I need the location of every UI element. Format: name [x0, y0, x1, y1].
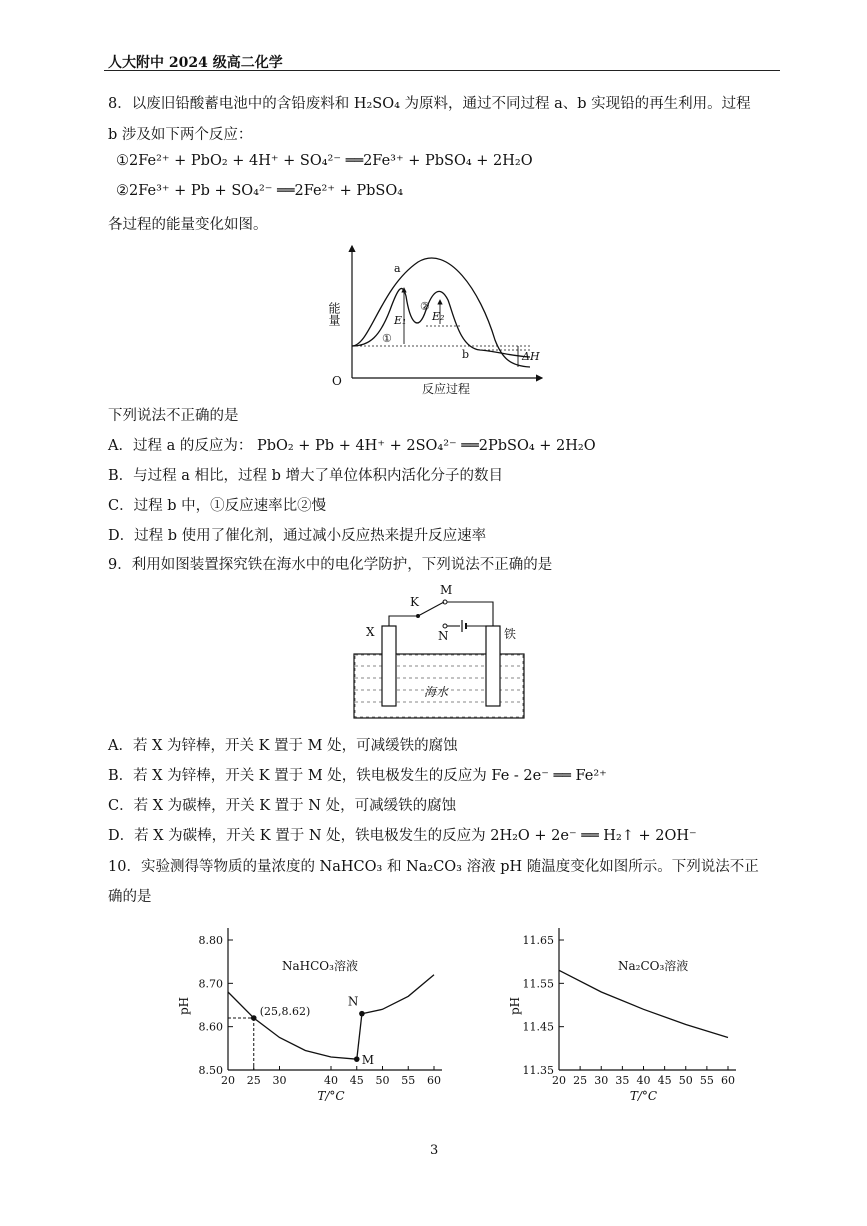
series-line-cooling — [228, 992, 357, 1059]
iron-label: 铁 — [504, 627, 517, 641]
x-tick-label: 55 — [401, 1074, 416, 1087]
contact-m-label: M — [440, 583, 453, 597]
electrode-x-label: X — [366, 625, 375, 639]
x-axis-label: T/°C — [317, 1089, 345, 1103]
q8-option-c[interactable]: C．过程 b 中，①反应速率比②慢 — [108, 498, 327, 514]
q9-option-c[interactable]: C．若 X 为碳棒，开关 K 置于 N 处，可减缓铁的腐蚀 — [108, 798, 457, 814]
y-axis-label: pH — [177, 996, 191, 1015]
x-tick-label: 50 — [678, 1074, 693, 1087]
q10-stem-line2: 确的是 — [108, 889, 152, 905]
x-tick-label: 45 — [349, 1074, 364, 1087]
curve-b-label: b — [462, 348, 470, 361]
nahco3-ph-chart — [177, 918, 456, 1118]
y-tick-label: 8.70 — [198, 977, 223, 991]
annotation-point — [359, 1011, 365, 1017]
annotation-label: M — [361, 1053, 375, 1068]
origin-label: O — [332, 374, 342, 388]
contact-n-label: N — [438, 629, 449, 643]
q8-option-a[interactable]: A．过程 a 的反应为： PbO₂ + Pb + 4H⁺ + 2SO₄²⁻ ══2PbSO₄ + 2H₂O — [108, 438, 596, 454]
x-tick-label: 50 — [375, 1074, 390, 1087]
e1-label: E₁ — [394, 314, 407, 327]
header-rule — [104, 70, 780, 71]
x-tick-label: 40 — [324, 1074, 338, 1087]
reaction-progress-label: 反应过程 — [422, 382, 471, 396]
q8-reaction-2: ②2Fe³⁺ + Pb + SO₄²⁻ ══2Fe²⁺ + PbSO₄ — [116, 183, 404, 199]
q9-option-b[interactable]: B．若 X 为锌棒，开关 K 置于 M 处，铁电极发生的反应为 Fe - 2e⁻ ══ Fe²⁺ — [108, 768, 607, 784]
x-tick-label: 25 — [246, 1074, 261, 1087]
x-tick-label: 25 — [573, 1074, 588, 1087]
y-tick-label: 8.50 — [198, 1064, 223, 1077]
q8-question: 下列说法不正确的是 — [108, 408, 239, 424]
q9-option-a[interactable]: A．若 X 为锌棒，开关 K 置于 M 处，可减缓铁的腐蚀 — [108, 738, 458, 754]
step1-mark: ① — [382, 332, 392, 345]
x-tick-label: 20 — [552, 1074, 566, 1087]
energy-axis-label: 能量 — [327, 302, 341, 326]
y-tick-label: 8.60 — [198, 1020, 223, 1034]
q10-stem-line1: 10．实验测得等物质的量浓度的 NaHCO₃ 和 Na₂CO₃ 溶液 pH 随温度变化如图所示。下列说法不正 — [108, 859, 759, 875]
switch-k[interactable] — [418, 602, 444, 616]
switch-k-label: K — [410, 595, 419, 609]
q9-option-d[interactable]: D．若 X 为碳棒，开关 K 置于 N 处，铁电极发生的反应为 2H₂O + 2e⁻ ══ H₂↑ + 2OH⁻ — [108, 828, 697, 844]
x-tick-label: 30 — [594, 1074, 609, 1087]
q8-stem-line3: 各过程的能量变化如图。 — [108, 217, 268, 233]
y-tick-label: 11.55 — [522, 977, 554, 991]
y-tick-label: 11.65 — [522, 934, 554, 947]
y-tick-label: 8.80 — [198, 934, 223, 947]
y-tick-label: 11.35 — [522, 1064, 554, 1077]
q8-option-d[interactable]: D．过程 b 使用了催化剂，通过减小反应热来提升反应速率 — [108, 528, 487, 544]
x-tick-label: 60 — [721, 1074, 735, 1087]
page-number: 3 — [430, 1143, 439, 1158]
x-tick-label: 20 — [221, 1074, 235, 1087]
annotation-label: N — [347, 994, 359, 1009]
y-tick-label: 11.45 — [522, 1020, 554, 1034]
chart-title: Na₂CO₃溶液 — [618, 959, 689, 973]
curve-a-label: a — [394, 262, 401, 275]
q8-option-b[interactable]: B．与过程 a 相比，过程 b 增大了单位体积内活化分子的数目 — [108, 468, 504, 484]
y-axis-label: pH — [508, 996, 522, 1015]
electrode-iron — [486, 626, 500, 706]
annotation-label: (25,8.62) — [259, 1005, 311, 1018]
dh-label: ΔH — [522, 350, 540, 363]
na2co3-ph-chart — [506, 918, 746, 1118]
exam-header: 人大附中 2024 级高二化学 — [108, 55, 283, 71]
x-axis-label: T/°C — [629, 1089, 658, 1103]
seawater-label: 海水 — [424, 685, 449, 699]
series-line-Na2CO3 — [559, 970, 728, 1037]
e2-label: E₂ — [432, 310, 445, 323]
q9-stem: 9．利用如图装置探究铁在海水中的电化学防护，下列说法不正确的是 — [108, 557, 553, 573]
chart-title: NaHCO₃溶液 — [282, 959, 358, 973]
series-line-heating — [362, 975, 434, 1014]
energy-diagram — [327, 240, 560, 396]
q8-stem-line1: 8．以废旧铅酸蓄电池中的含铅废料和 H₂SO₄ 为原料，通过不同过程 a、b 实现铅的再生利用。过程 — [108, 96, 751, 112]
annotation-point — [354, 1056, 360, 1062]
x-tick-label: 35 — [615, 1074, 630, 1087]
electrode-x — [382, 626, 396, 706]
q8-reaction-1: ①2Fe²⁺ + PbO₂ + 4H⁺ + SO₄²⁻ ══2Fe³⁺ + PbSO₄ + 2H₂O — [116, 153, 533, 169]
x-tick-label: 30 — [272, 1074, 287, 1087]
x-tick-label: 40 — [636, 1074, 651, 1087]
electrochem-apparatus — [350, 578, 530, 723]
x-tick-label: 60 — [427, 1074, 441, 1087]
q8-stem-line2: b 涉及如下两个反应： — [108, 127, 253, 143]
x-tick-label: 45 — [657, 1074, 672, 1087]
x-tick-label: 55 — [699, 1074, 714, 1087]
step2-mark: ② — [420, 300, 430, 313]
